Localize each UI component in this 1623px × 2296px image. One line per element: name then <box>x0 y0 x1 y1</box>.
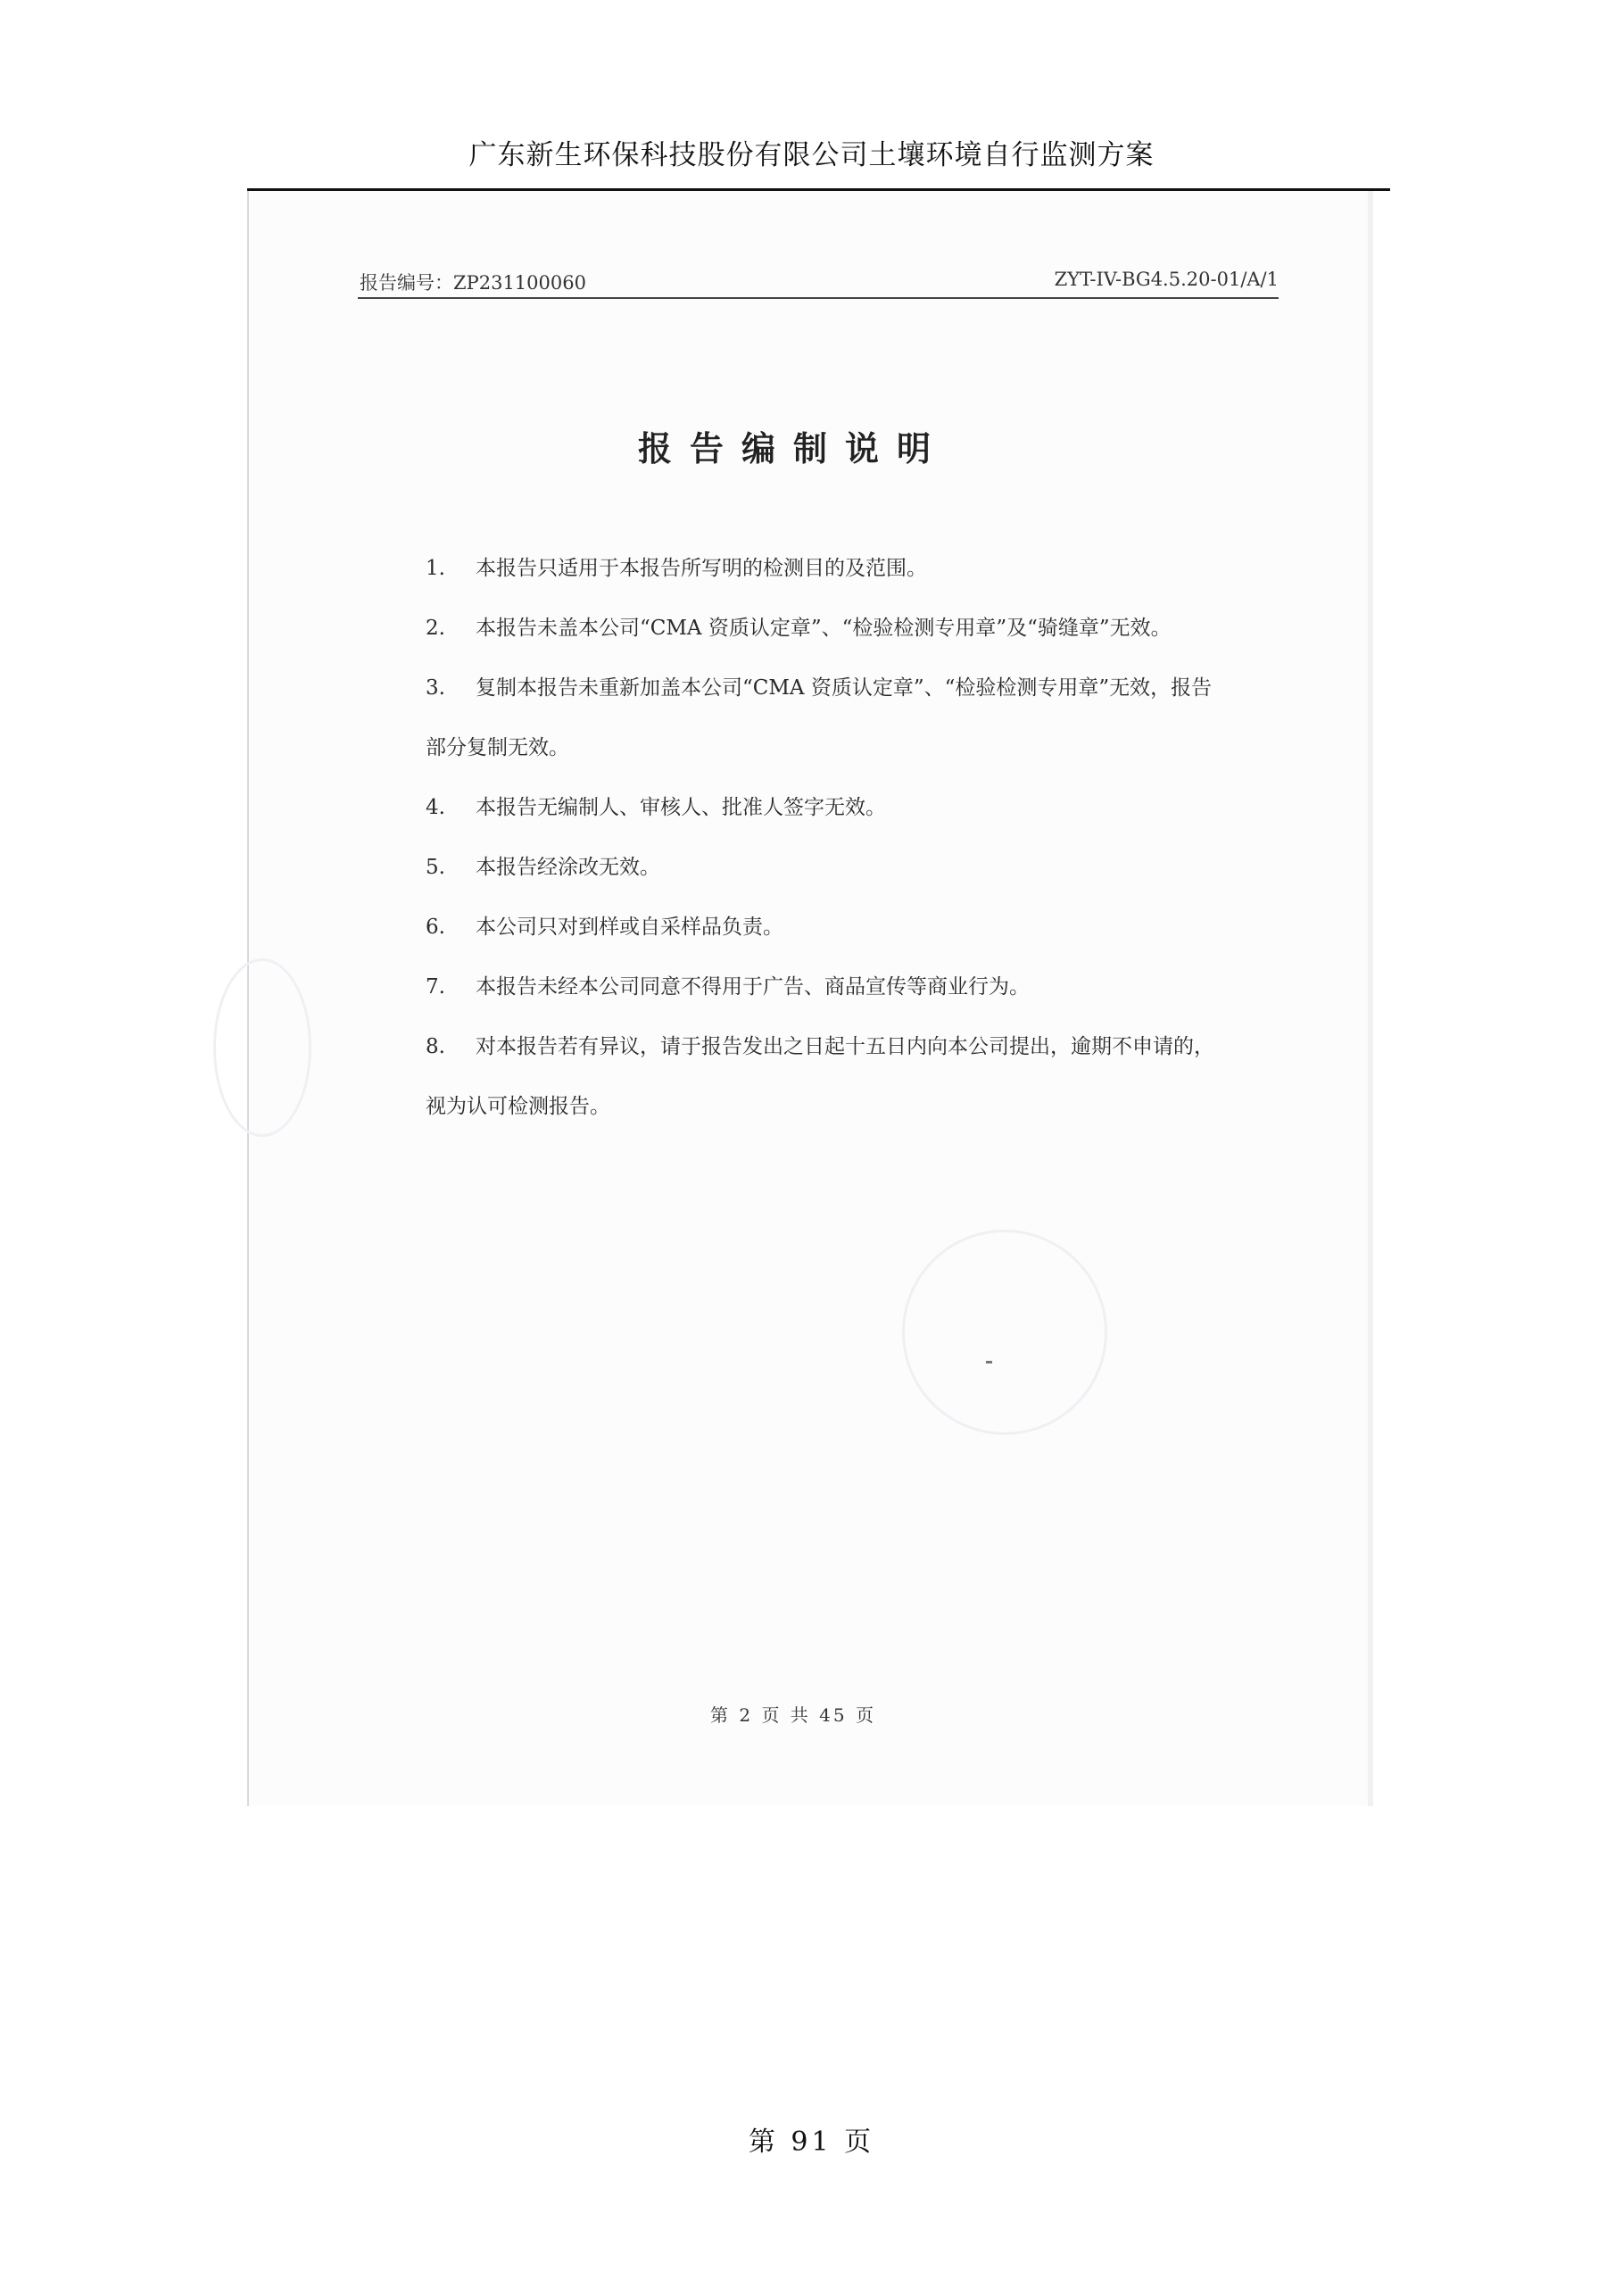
note-number: 3. <box>426 676 445 700</box>
note-number: 5. <box>426 856 445 879</box>
note-item <box>426 792 1282 823</box>
scan-edge-shade <box>1368 191 1373 1806</box>
note-continuation: 部分复制无效。 <box>426 736 569 759</box>
note-text: 本报告经涂改无效。 <box>476 856 660 879</box>
note-continuation: 视为认可检测报告。 <box>426 1095 610 1118</box>
report-header-rule <box>358 297 1279 299</box>
note-item <box>426 1032 1282 1122</box>
note-text: 本报告只适用于本报告所写明的检测目的及范围。 <box>476 557 927 580</box>
report-page-indicator: 第 2 页 共 45 页 <box>710 1704 876 1726</box>
page-number: 第 91 页 <box>748 2126 875 2158</box>
note-item <box>426 673 1282 763</box>
notes-list <box>426 553 1282 1151</box>
note-text: 本公司只对到样或自采样品负责。 <box>476 916 783 939</box>
note-item <box>426 972 1282 1002</box>
note-item <box>426 912 1282 942</box>
note-number: 1. <box>426 557 445 580</box>
note-text: 本报告未盖本公司“CMA 资质认定章”、“检验检测专用章”及“骑缝章”无效。 <box>476 617 1172 640</box>
note-number: 4. <box>426 796 445 819</box>
note-text: 对本报告若有异议，请于报告发出之日起十五日内向本公司提出，逾期不申请的， <box>476 1035 1214 1058</box>
note-item <box>426 553 1282 584</box>
scan-speck <box>986 1361 992 1364</box>
note-text: 复制本报告未重新加盖本公司“CMA 资质认定章”、“检验检测专用章”无效，报告 <box>476 676 1213 700</box>
faded-seal <box>902 1230 1107 1435</box>
note-text: 本报告未经本公司同意不得用于广告、商品宣传等商业行为。 <box>476 975 1030 999</box>
report-number: 报告编号：ZP231100060 <box>360 272 586 294</box>
scanned-report-page <box>247 191 1373 1806</box>
note-number: 6. <box>426 916 445 939</box>
note-item <box>426 852 1282 883</box>
note-text: 本报告无编制人、审核人、批准人签字无效。 <box>476 796 886 819</box>
report-title: 报告编制说明 <box>637 429 948 468</box>
note-number: 8. <box>426 1035 445 1058</box>
note-number: 2. <box>426 617 445 640</box>
note-item <box>426 613 1282 643</box>
document-header: 广东新生环保科技股份有限公司土壤环境自行监测方案 <box>468 139 1155 171</box>
form-code: ZYT-IV-BG4.5.20-01/A/1 <box>1054 269 1279 290</box>
note-number: 7. <box>426 975 445 999</box>
